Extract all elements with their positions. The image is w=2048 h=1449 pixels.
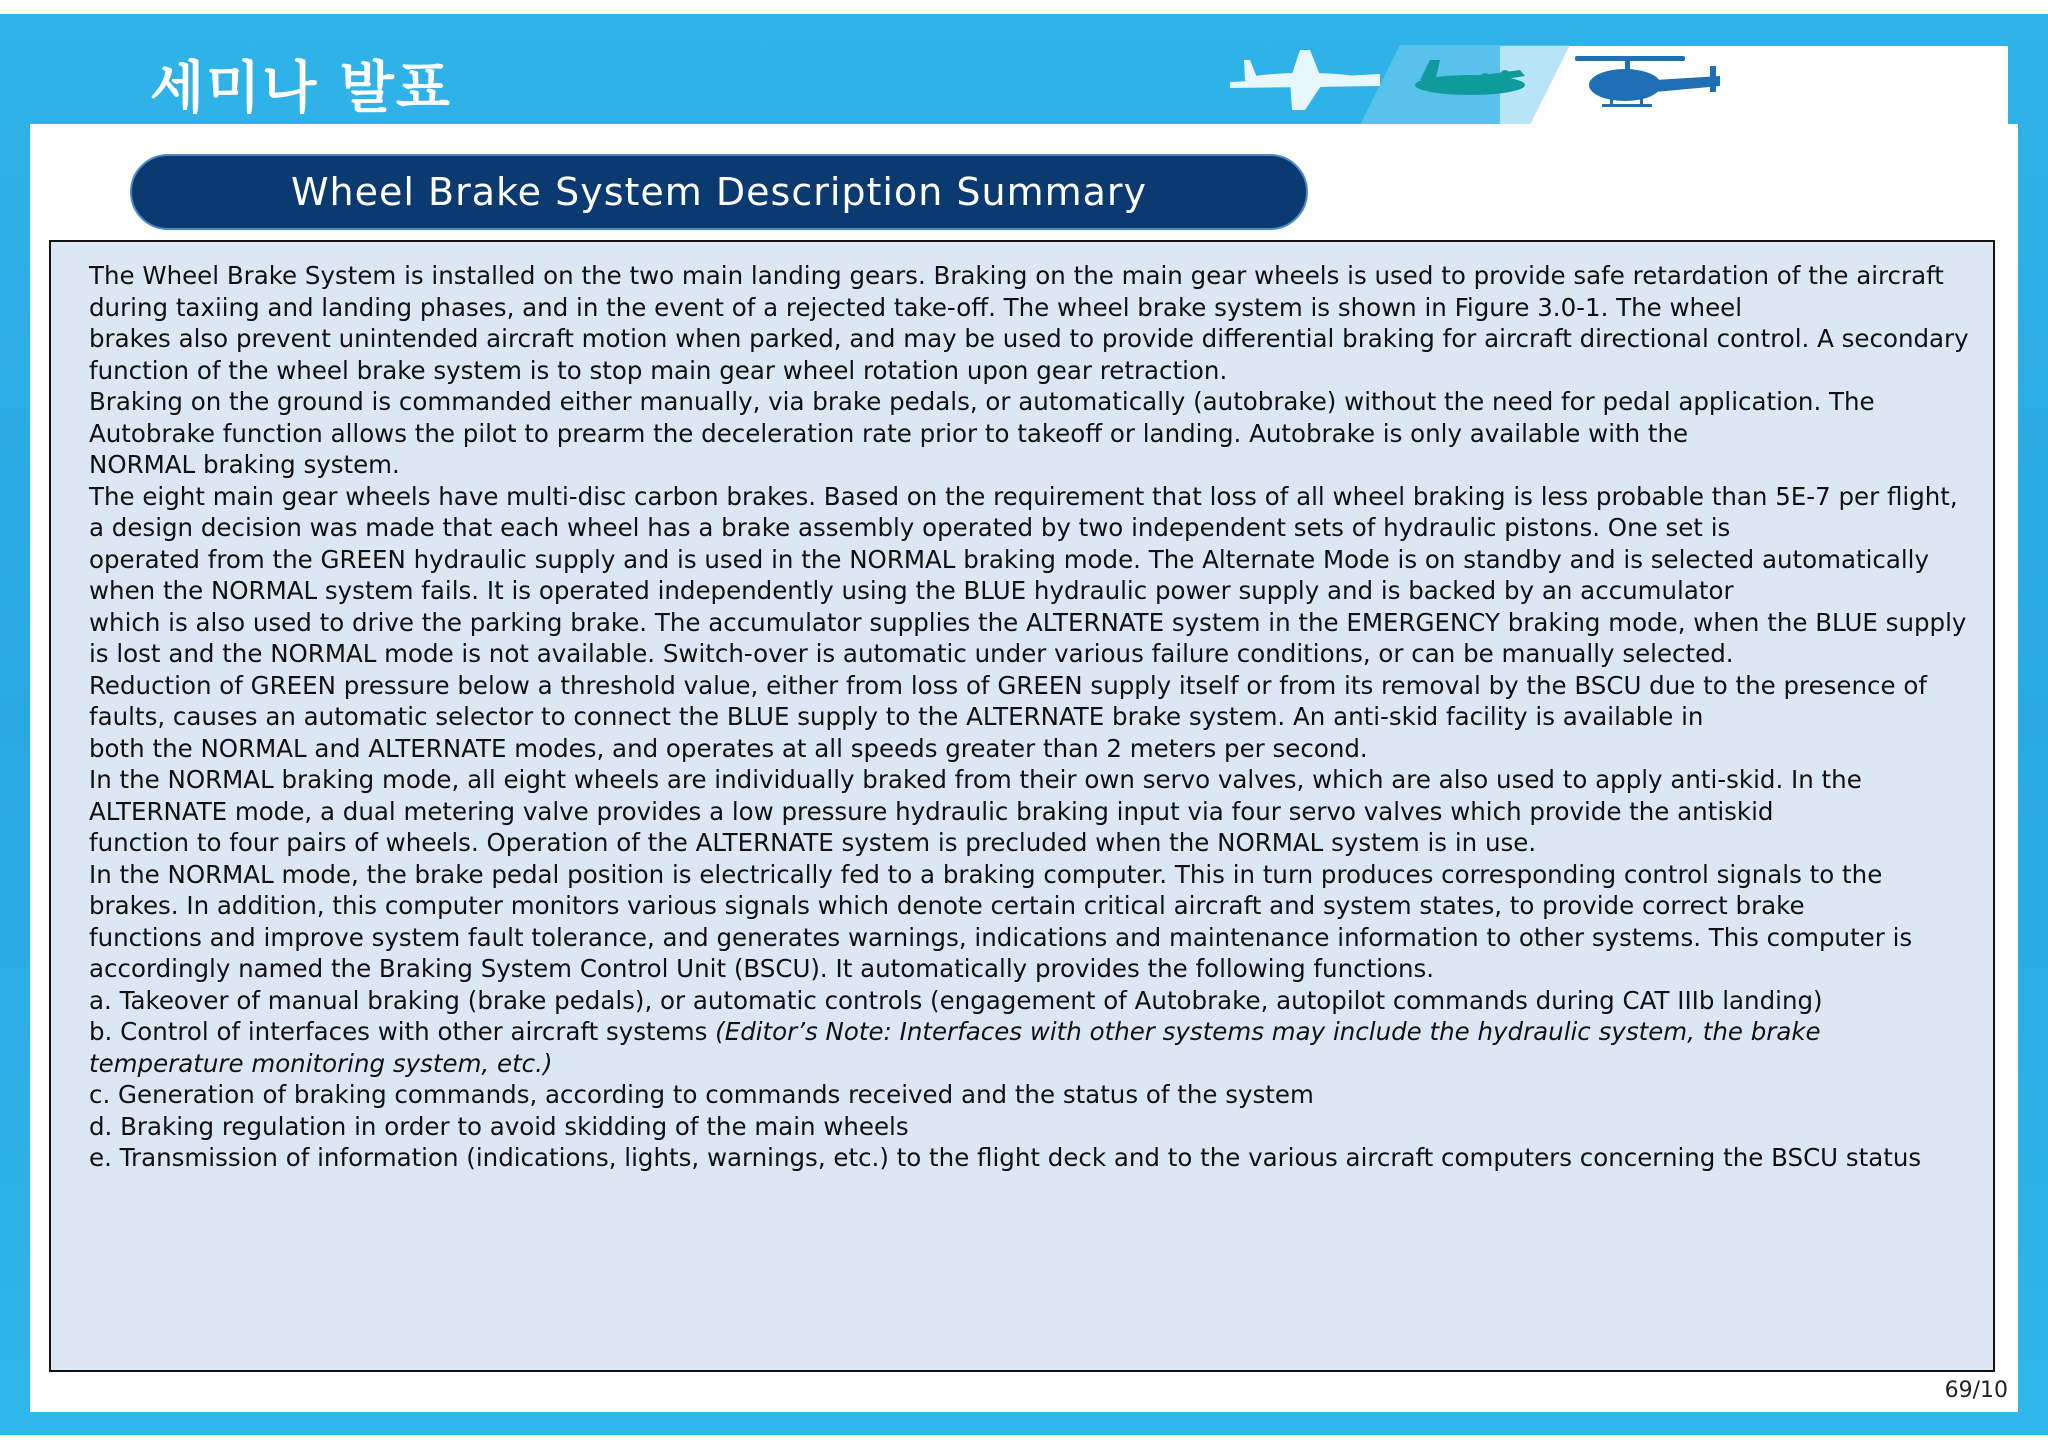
paragraph: Braking on the ground is commanded either manually, via brake pedals, or automatically (autobrake) without the need for pedal application. The Autobrake function allows the pilot to prearm the deceleration rate prior to takeoff or landing. Autobrake is only available with the [89, 387, 1875, 448]
paragraph: brakes also prevent unintended aircraft motion when parked, and may be used to provide differential braking for aircraft directional control. A secondary function of the wheel brake system is to stop main gear wheel rotation upon gear retraction. [89, 324, 1969, 385]
slide-title-banner [130, 154, 1308, 230]
list-item: e. Transmission of information (indications, lights, warnings, etc.) to the flight deck and to the various aircraft computers concerning the BSCU status [89, 1143, 1922, 1172]
page-number: 69/10 [1944, 1378, 2008, 1403]
paragraph: functions and improve system fault tolerance, and generates warnings, indications and maintenance information to other systems. This computer is accordingly named the Braking System Control Unit (BSCU). It automatically provides the following functions. [89, 922, 1913, 983]
list-item-text: b. Control of interfaces with other aircraft systems [89, 1017, 716, 1046]
paragraph: Reduction of GREEN pressure below a threshold value, either from loss of GREEN supply itself or from its removal by the BSCU due to the presence of faults, causes an automatic selector to connect the BLUE supply to the ALTERNATE brake system. An anti-skid facility is available in [89, 670, 1927, 731]
list-item: c. Generation of braking commands, according to commands received and the status of the system [89, 1080, 1314, 1109]
paragraph: NORMAL braking system. [89, 450, 400, 479]
paragraph: which is also used to drive the parking brake. The accumulator supplies the ALTERNATE system in the EMERGENCY braking mode, when the BLUE supply is lost and the NORMAL mode is not available. Switch-over is automatic under various failure conditions, or can be manually selected. [89, 607, 1967, 668]
header-title: 세미나 발표 [150, 56, 452, 121]
aircraft-banner [1230, 30, 1750, 130]
slide-title: Wheel Brake System Description Summary [290, 170, 1148, 214]
airliner-icon [1230, 50, 1380, 110]
list-item: a. Takeover of manual braking (brake pedals), or automatic controls (engagement of Autobrake, autopilot commands during CAT IIIb landing) [89, 985, 1823, 1015]
paragraph: operated from the GREEN hydraulic supply and is used in the NORMAL braking mode. The Alternate Mode is on standby and is selected automatically when the NORMAL system fails. It is operated independently using the BLUE hydraulic power supply and is backed by an accumulator [89, 544, 1929, 605]
paragraph: The eight main gear wheels have multi-disc carbon brakes. Based on the requirement that loss of all wheel braking is less probable than 5E-7 per flight, a design decision was made that each wheel has a brake assembly operated by two independent sets of hydraulic pistons. One set is [89, 481, 1958, 542]
paragraph: In the NORMAL braking mode, all eight wheels are individually braked from their own servo valves, which are also used to apply anti-skid. In the ALTERNATE mode, a dual metering valve provides a low pressure hydraulic braking input via four servo valves which provide the antiskid [89, 765, 1862, 826]
content-box [49, 240, 1995, 1372]
content-text [89, 260, 1979, 1174]
paragraph: function to four pairs of wheels. Operation of the ALTERNATE system is precluded when the NORMAL system is in use. [89, 828, 1537, 857]
paragraph: both the NORMAL and ALTERNATE modes, and operates at all speeds greater than 2 meters per second. [89, 733, 1368, 763]
helicopter-icon [1575, 56, 1720, 107]
list-item [89, 1016, 1979, 1079]
paragraph: The Wheel Brake System is installed on the two main landing gears. Braking on the main gear wheels is used to provide safe retardation of the aircraft during taxiing and landing phases, and in the event of a rejected take-off. The wheel brake system is shown in Figure 3.0-1. The wheel [89, 261, 1944, 322]
list-item: d. Braking regulation in order to avoid skidding of the main wheels [89, 1111, 909, 1141]
editors-note: (Editor’s Note: Interfaces with other systems may include the hydraulic system, the brake temperature monitoring system, etc.) [89, 1017, 1821, 1078]
paragraph: In the NORMAL mode, the brake pedal position is electrically fed to a braking computer. This in turn produces corresponding control signals to the brakes. In addition, this computer monitors various signals which denote certain critical aircraft and system states, to provide correct brake [89, 859, 1883, 920]
